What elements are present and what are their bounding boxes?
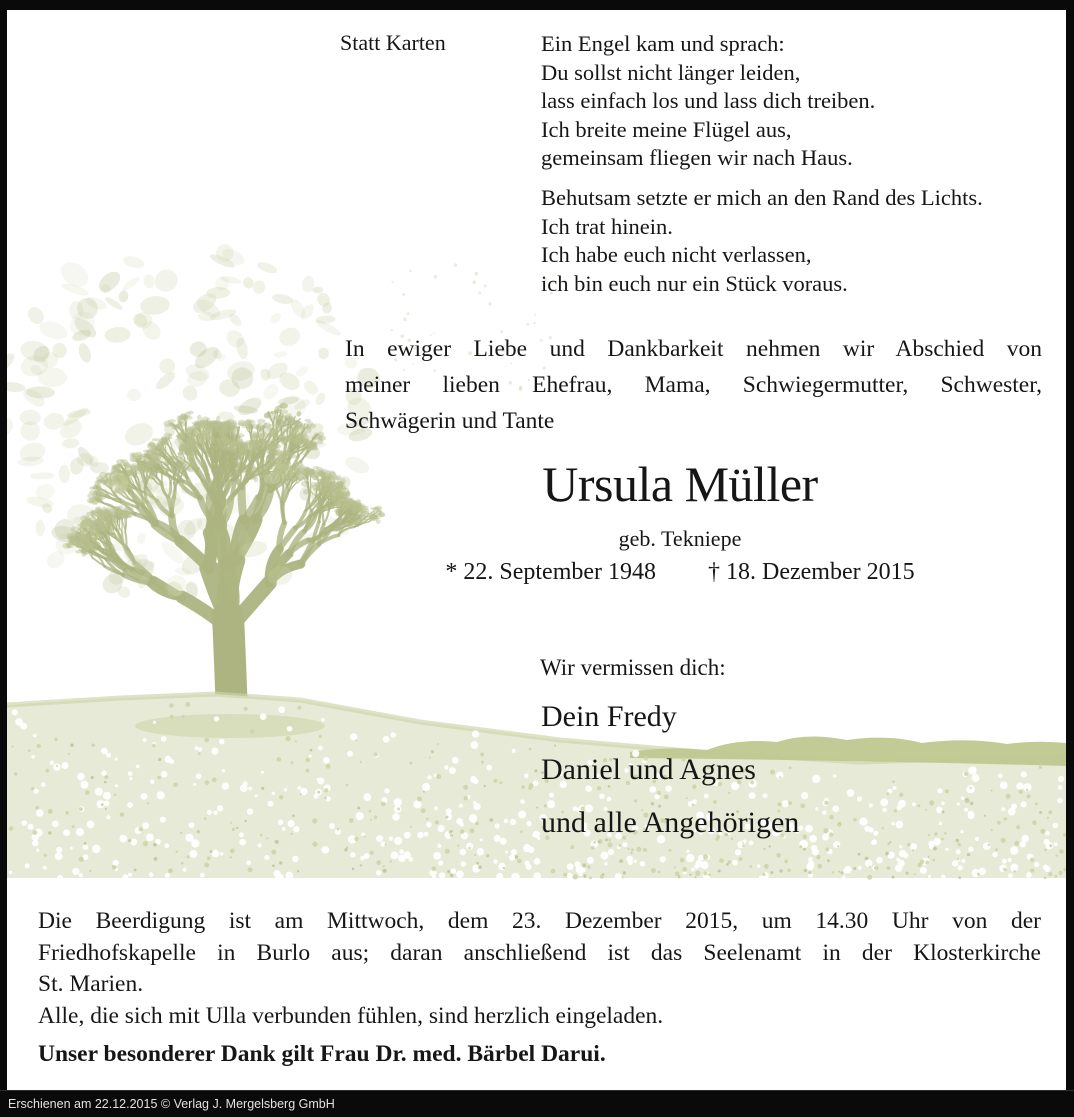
poem-stanza-2 (541, 184, 983, 298)
life-dates (320, 559, 1040, 586)
maiden-name: geb. Tekniepe (618, 526, 742, 551)
funeral-line: St. Marien. (38, 971, 144, 998)
intro-line: meiner lieben Ehefrau, Mama, Schwiegermutter, Schwester, (345, 372, 1042, 398)
mourner-line: Dein Fredy (541, 700, 677, 733)
poem-line: Ich breite meine Flügel aus, (541, 116, 792, 142)
poem-line: Behutsam setzte er mich an den Rand des Lichts. (541, 185, 983, 210)
birth-date: * 22. September 1948 (445, 559, 657, 585)
funeral-line: Die Beerdigung ist am Mittwoch, dem 23. Dezember 2015, um 14.30 Uhr von der (38, 908, 1041, 934)
poem-line: ich bin euch nur ein Stück voraus. (541, 270, 848, 296)
poem-line: Ein Engel kam und sprach: (541, 31, 785, 56)
intro-line: In ewiger Liebe und Dankbarkeit nehmen wir Abschied von (345, 336, 1042, 362)
poem-line: lass einfach los und lass dich treiben. (541, 88, 876, 114)
mourner-line: und alle Angehörigen (541, 806, 800, 839)
deceased-name: Ursula Müller (542, 456, 818, 512)
missing-heading: Wir vermissen dich: (540, 655, 726, 680)
frame-border-top (0, 0, 1074, 10)
intro-line: Schwägerin und Tante (345, 408, 555, 434)
mourner-line: Daniel und Agnes (541, 753, 756, 786)
poem-stanza-1 (541, 30, 875, 173)
frame-border-right (1066, 0, 1074, 1117)
frame-border-left (0, 0, 7, 1117)
death-date: † 18. Dezember 2015 (708, 559, 915, 585)
thanks-line: Unser besonderer Dank gilt Frau Dr. med. Bärbel Darui. (38, 1041, 606, 1067)
poem-line: Ich trat hinein. (541, 213, 673, 239)
publisher-credit-bar (0, 1090, 1074, 1117)
poem-line: Ich habe euch nicht verlassen, (541, 242, 812, 268)
intro-paragraph (345, 331, 1042, 439)
publisher-credit: Erschienen am 22.12.2015 © Verlag J. Mergelsberg GmbH (8, 1097, 335, 1111)
funeral-details-paragraph (38, 906, 1041, 1001)
funeral-line: Friedhofskapelle in Burlo aus; daran anschließend ist das Seelenamt in der Klosterkirche (38, 939, 1041, 966)
invitation-line: Alle, die sich mit Ulla verbunden fühlen, sind herzlich eingeladen. (38, 1003, 664, 1029)
poem-line: Du sollst nicht länger leiden, (541, 59, 801, 85)
poem-line: gemeinsam fliegen wir nach Haus. (541, 145, 853, 171)
statt-karten-label: Statt Karten (340, 30, 446, 55)
